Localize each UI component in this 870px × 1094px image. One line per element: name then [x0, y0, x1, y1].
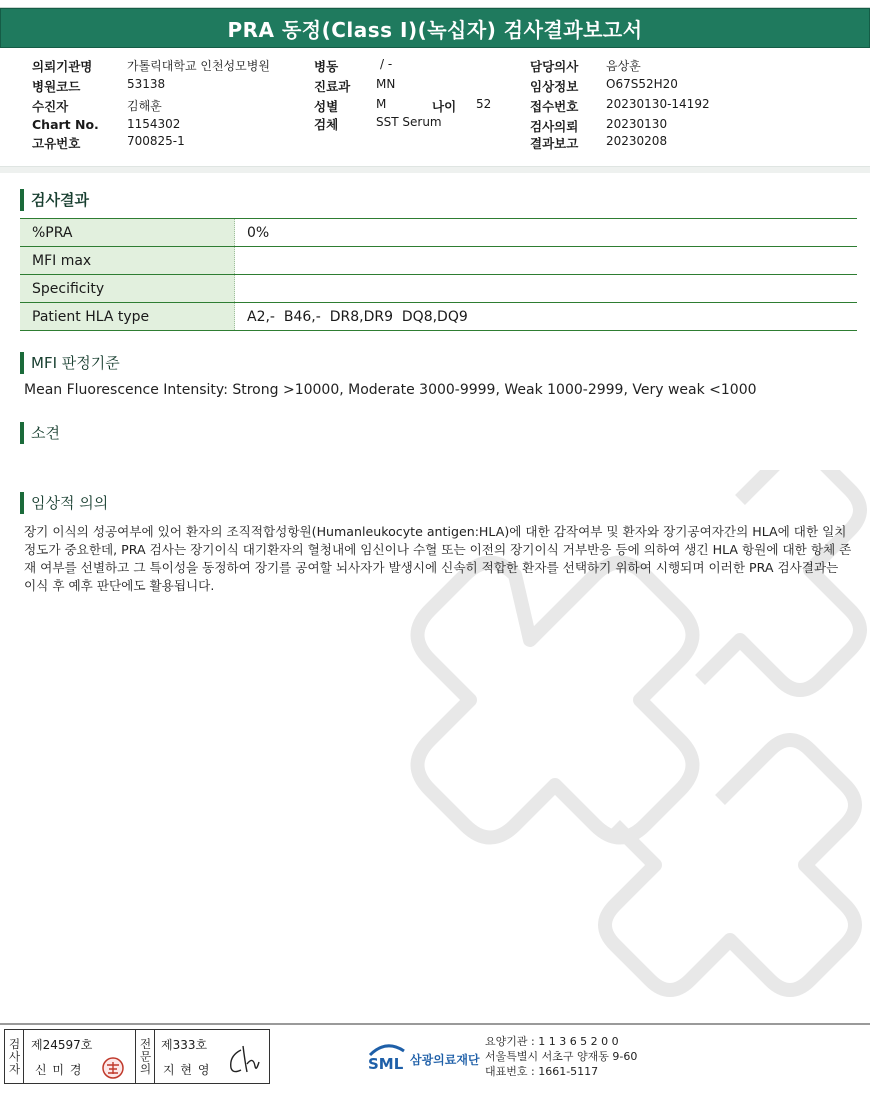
mfi-criteria-heading: MFI 판정기준 [20, 352, 120, 374]
top-line [0, 0, 870, 8]
patient-info [0, 55, 870, 155]
org-address [485, 1034, 637, 1079]
value-specimen: SST Serum [376, 115, 442, 129]
footer [0, 1023, 870, 1094]
reviewer-signature-icon [225, 1042, 265, 1078]
row-key-hla-type: Patient HLA type [20, 303, 235, 331]
label-ward: 병동 [314, 59, 339, 74]
row-value-mfi-max [235, 247, 858, 275]
value-physician: 음상훈 [606, 59, 641, 73]
row-key-mfi-max: MFI max [20, 247, 235, 275]
value-patient-name: 김해훈 [127, 99, 162, 113]
org-license-line: 요양기관 : 1 1 3 6 5 2 0 0 [485, 1035, 619, 1048]
label-chart-no: Chart No. [32, 117, 99, 132]
org-phone-line: 대표번호 : 1661-5117 [485, 1065, 599, 1078]
value-receipt-no: 20230130-14192 [606, 97, 710, 111]
tester-name: 신 미 경 [35, 1063, 83, 1077]
reviewer-name: 지 현 영 [163, 1063, 211, 1077]
label-sex: 성별 [314, 99, 339, 114]
label-receipt-no: 접수번호 [530, 99, 579, 114]
row-value-specificity [235, 275, 858, 303]
value-sex: M [376, 97, 387, 111]
value-ward: / - [380, 57, 393, 71]
label-report-date: 결과보고 [530, 136, 579, 151]
reviewer-license-no: 제333호 [161, 1038, 208, 1052]
clinical-significance-text: 장기 이식의 성공여부에 있어 환자의 조직적합성항원(Humanleukocyte antigen:HLA)에 대한 감작여부 및 환자와 장기공여자간의 HLA에 대한 일치정도가 중요한데, PRA 검사는 장기이식 대기환자의 혈청내에 임신이나 수혈 또는 이전의 장기이식 거부반응 등에 의하여 생긴 HLA 항원에 대한 항체 존재 여부를 선별하고 그 특이성을 동정하여 장기를 공여할 뇌사자가 발생시에 신속히 적합한 환자를 선택하기 위하여 시행되며 이러한 PRA 검사결과는 이식 후 예후 판단에도 활용됩니다. [24, 524, 852, 593]
tester-license-no: 제24597호 [31, 1038, 93, 1052]
reviewer-label [135, 1030, 155, 1083]
clinical-significance-heading: 임상적 의의 [20, 492, 108, 514]
org-address-line: 서울특별시 서초구 양재동 9-60 [485, 1050, 638, 1063]
value-report-date: 20230208 [606, 134, 668, 148]
value-unique-no: 700825-1 [127, 134, 185, 148]
label-clinical-info: 임상정보 [530, 79, 579, 94]
tester-seal-icon [101, 1056, 125, 1080]
label-physician: 담당의사 [530, 59, 579, 74]
value-test-request-date: 20230130 [606, 117, 668, 131]
row-value-pra: 0% [235, 219, 858, 247]
tester-label [5, 1030, 24, 1083]
value-department: MN [376, 77, 396, 91]
org-name: 삼광의료재단 [410, 1053, 480, 1067]
label-age: 나이 [432, 99, 457, 114]
results-table [20, 218, 857, 331]
value-requesting-institution: 가톨릭대학교 인천성모병원 [127, 59, 270, 73]
label-unique-no: 고유번호 [32, 136, 81, 151]
report-title: PRA 동정(Class I)(녹십자) 검사결과보고서 [0, 8, 870, 48]
table-row [20, 303, 857, 331]
label-specimen: 검체 [314, 117, 339, 132]
svg-text:SML: SML [368, 1055, 404, 1073]
label-requesting-institution: 의뢰기관명 [32, 59, 93, 74]
tester-label-text: 검사자 [7, 1037, 22, 1076]
table-row [20, 275, 857, 303]
opinion-heading: 소견 [20, 422, 60, 444]
label-department: 진료과 [314, 79, 351, 94]
row-key-pra: %PRA [20, 219, 235, 247]
label-patient-name: 수진자 [32, 99, 69, 114]
org-logo [366, 1037, 480, 1081]
table-row [20, 247, 857, 275]
reviewer-label-text: 전문의 [138, 1037, 153, 1076]
row-key-specificity: Specificity [20, 275, 235, 303]
results-heading: 검사결과 [20, 189, 89, 211]
signature-box [4, 1029, 270, 1084]
value-age: 52 [476, 97, 492, 111]
row-value-hla-type: A2,- B46,- DR8,DR9 DQ8,DQ9 [235, 303, 858, 331]
value-clinical-info: O67S52H20 [606, 77, 678, 91]
table-row [20, 219, 857, 247]
label-hospital-code: 병원코드 [32, 79, 81, 94]
mfi-criteria-text: Mean Fluorescence Intensity: Strong >10000, Moderate 3000-9999, Weak 1000-2999, Very weak <1000 [24, 382, 757, 398]
section-divider [0, 166, 870, 173]
value-hospital-code: 53138 [127, 77, 166, 91]
label-test-request-date: 검사의뢰 [530, 119, 579, 134]
value-chart-no: 1154302 [127, 117, 181, 131]
sml-logo-icon [366, 1037, 408, 1077]
